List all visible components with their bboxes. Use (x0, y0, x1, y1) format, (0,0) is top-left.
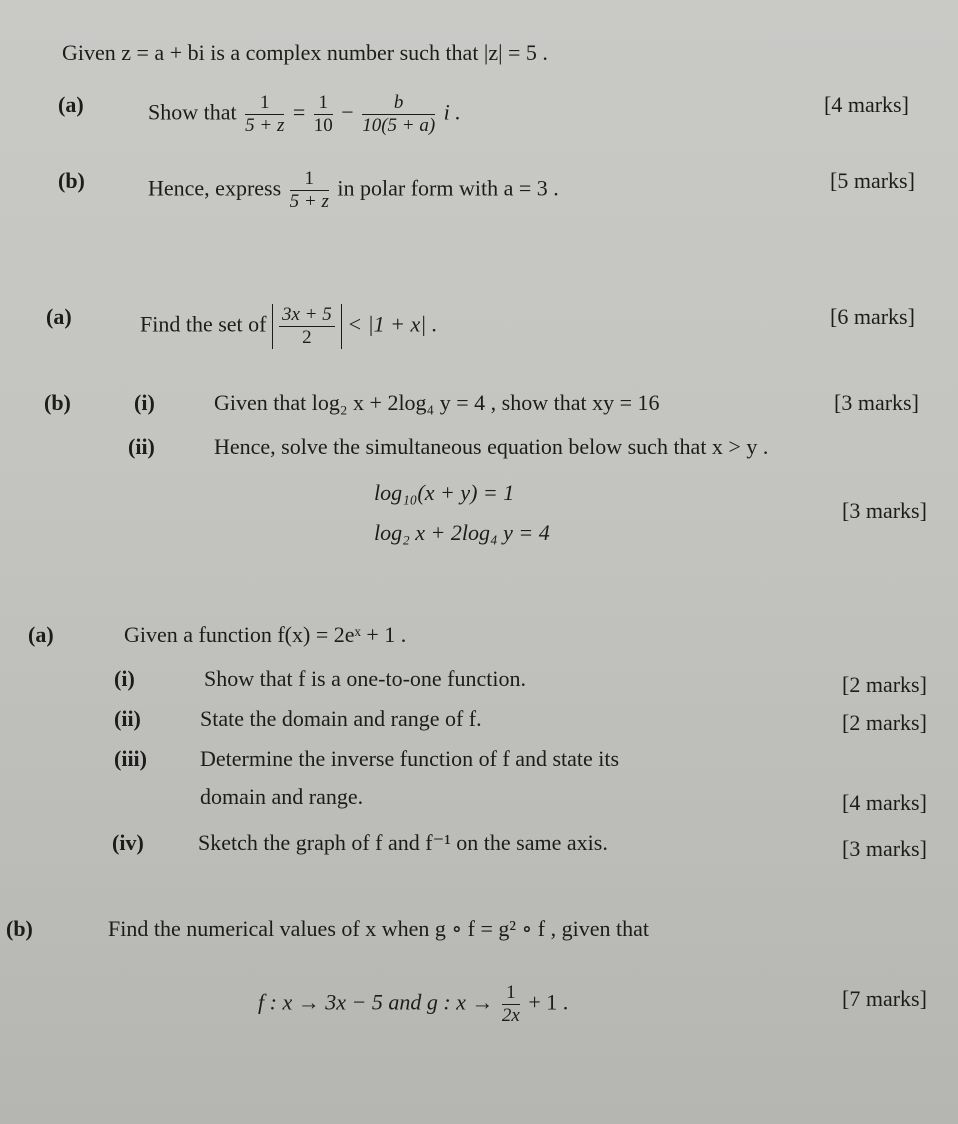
q3a-iv-marks: [3 marks] (842, 836, 927, 861)
q1a-minus: − (341, 99, 354, 125)
q3a-ii-marks: [2 marks] (842, 710, 927, 735)
q3a-iii-marks: [4 marks] (842, 790, 927, 815)
q1b-statement (148, 168, 559, 213)
q1a-lhs-den: 5 + z (245, 115, 285, 136)
q2b-ii-text: Hence, solve the simultaneous equation below such that x > y . (214, 434, 769, 459)
q3b-frac-den: 2x (501, 1005, 520, 1026)
q1a-label: (a) (58, 92, 84, 117)
q3b-frac (502, 982, 520, 1027)
q3a-i-marks: [2 marks] (842, 672, 927, 697)
q2a-frac-den: 2 (302, 327, 312, 348)
q2a-abs (272, 304, 342, 349)
q1a-statement (148, 92, 461, 137)
q3a-iii-text2: domain and range. (200, 784, 364, 809)
q1b-frac-num: 1 (290, 168, 329, 191)
q2a-marks: [6 marks] (830, 304, 915, 329)
q1a-r2-num: b (362, 92, 435, 115)
q2b-i-label: (i) (134, 390, 155, 415)
q3b-line2-functions: f : x → 3x − 5 and g : x → (258, 989, 494, 1015)
q3a-ii-text: State the domain and range of f. (200, 706, 482, 731)
q2b-ii-label: (ii) (128, 434, 155, 459)
q2a-frac-num: 3x + 5 (279, 304, 335, 327)
q2b-ii-eq1: log₁₀(x + y) = 1 (374, 480, 515, 505)
q1-intro: Given z = a + bi is a complex number such that |z| = 5 . (62, 40, 548, 65)
q1a-r1-den: 10 (313, 115, 333, 136)
q3a-iii-label: (iii) (114, 746, 147, 771)
q1b-label: (b) (58, 168, 85, 193)
q1b-text: Hence, express (148, 175, 282, 201)
q3a-iii-text: Determine the inverse function of f and state its (200, 746, 620, 771)
q1a-frac-lhs (245, 92, 284, 137)
q2a-tail: < |1 + x| . (347, 311, 438, 337)
q2b-ii-marks: [3 marks] (842, 498, 927, 523)
q3b-line2-tail: + 1 . (528, 989, 569, 1015)
q1a-marks: [4 marks] (824, 92, 909, 117)
q3b-frac-num: 1 (502, 982, 520, 1005)
q1a-frac-r1 (314, 92, 333, 137)
q2b-i-text: Given that log₂ x + 2log₄ y = 4 , show that xy = 16 (214, 390, 660, 415)
q2a-text: Find the set of (140, 311, 267, 337)
q2b-i-marks: [3 marks] (834, 390, 919, 415)
q3a-ii-label: (ii) (114, 706, 141, 731)
q1a-equals: = (292, 99, 306, 125)
q2a-statement (140, 304, 437, 349)
q3a-text: Given a function f(x) = 2eˣ + 1 . (124, 622, 407, 647)
q1a-r2-den: 10(5 + a) (362, 115, 436, 136)
q3b-label: (b) (6, 916, 33, 941)
q3b-marks: [7 marks] (842, 986, 927, 1011)
q1b-tail: in polar form with a = 3 . (337, 175, 559, 201)
q3b-line2 (258, 982, 568, 1027)
q1a-tail: i . (443, 99, 461, 125)
q1a-frac-r2 (362, 92, 435, 137)
q3a-iv-text: Sketch the graph of f and f⁻¹ on the same axis. (198, 830, 608, 855)
q3a-iv-label: (iv) (112, 830, 144, 855)
q1b-frac (290, 168, 329, 213)
q3a-i-text: Show that f is a one-to-one function. (204, 666, 526, 691)
q1b-frac-den: 5 + z (289, 191, 329, 212)
q2a-label: (a) (46, 304, 72, 329)
q1a-text: Show that (148, 99, 237, 125)
q2a-frac (279, 304, 335, 349)
q2b-ii-eq2: log₂ x + 2log₄ y = 4 (374, 520, 550, 545)
q3b-text: Find the numerical values of x when g ∘ f = g² ∘ f , given that (108, 916, 649, 941)
q1b-marks: [5 marks] (830, 168, 915, 193)
q3a-label: (a) (28, 622, 54, 647)
q1a-lhs-num: 1 (245, 92, 284, 115)
q3a-i-label: (i) (114, 666, 135, 691)
q2b-label: (b) (44, 390, 71, 415)
q1a-r1-num: 1 (314, 92, 333, 115)
